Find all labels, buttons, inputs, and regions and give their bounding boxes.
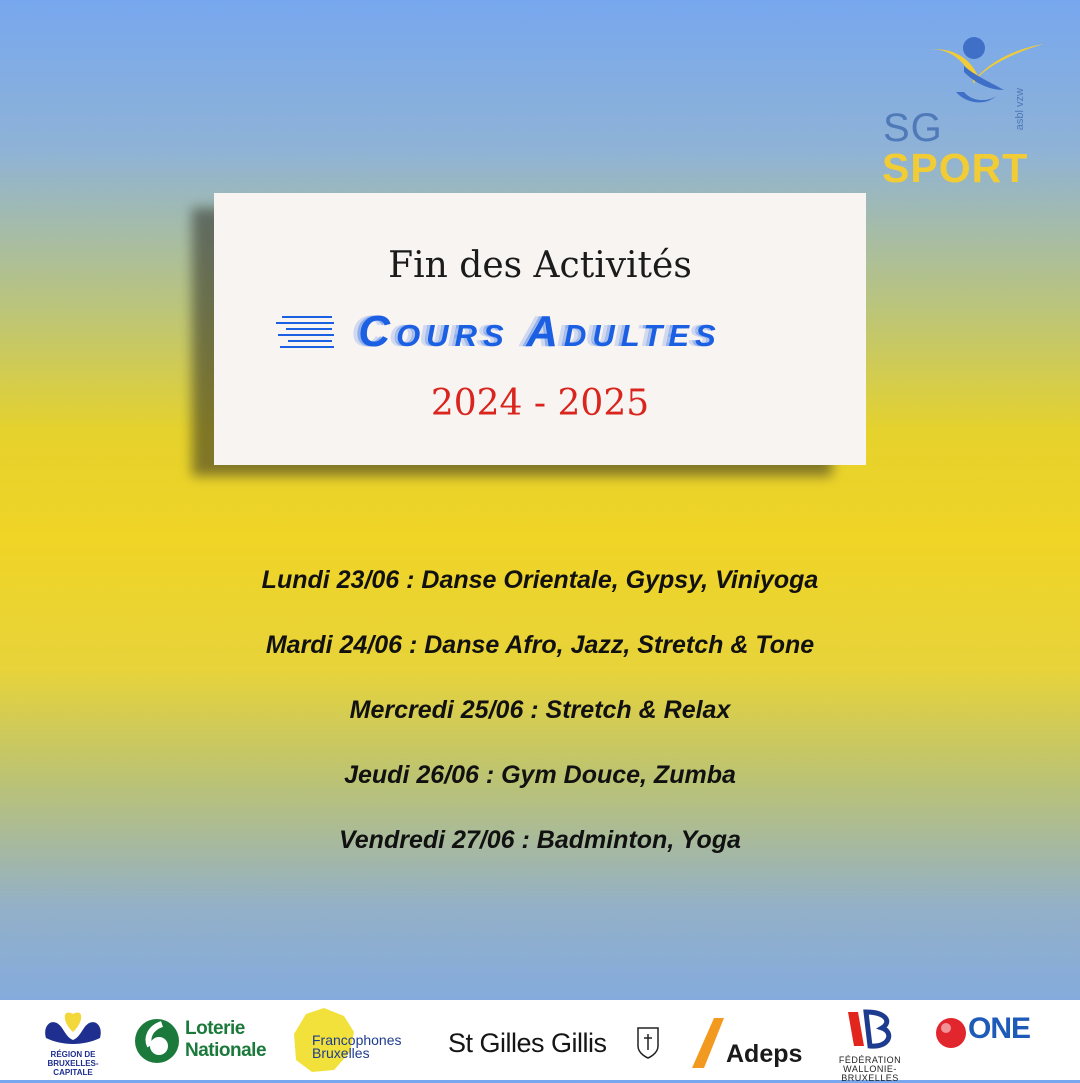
region-iris-icon [38, 1004, 108, 1050]
sponsor-region-bruxelles [38, 1004, 108, 1076]
card-title: Fin des Activités [388, 245, 692, 286]
card-years: 2024 - 2025 [430, 383, 650, 424]
schedule-item-mercredi: Mercredi 25/06 : Stretch & Relax [349, 696, 731, 724]
sponsor-francophones [284, 1004, 424, 1076]
stgilles-label: St Gilles Gillis [448, 1028, 607, 1058]
fwb-label: FÉDÉRATION WALLONIE-BRUXELLES [838, 1055, 902, 1083]
fwb-rooster-icon [842, 1006, 898, 1054]
card-subtitle: Cours Adultes [358, 307, 722, 356]
sponsor-one [934, 1004, 1044, 1076]
logo-sport-text: SPORT [882, 145, 1029, 191]
schedule-item-mardi: Mardi 24/06 : Danse Afro, Jazz, Stretch & Tone [265, 631, 815, 659]
one-ball-icon [934, 1016, 968, 1050]
logo-sg-text: SG [883, 106, 943, 150]
sg-sport-logo [878, 32, 1048, 191]
title-card [214, 193, 866, 465]
schedule-item-lundi: Lundi 23/06 : Danse Orientale, Gypsy, Viniyoga [261, 566, 819, 594]
loterie-label: Loterie Nationale [185, 1018, 267, 1061]
sponsor-loterie [130, 1004, 280, 1076]
sponsor-stgilles [436, 1004, 670, 1076]
one-label: ONE [968, 1012, 1031, 1045]
stgilles-crest-icon [636, 1024, 660, 1060]
sponsor-adeps [690, 1004, 804, 1076]
logo-asbl-text: asbl vzw [1014, 88, 1026, 131]
region-label: RÉGION DE BRUXELLES-CAPITALE [47, 1050, 99, 1077]
schedule-list [140, 560, 940, 885]
loterie-6-icon [132, 1016, 182, 1066]
sponsor-fwb [830, 1004, 910, 1083]
adeps-label: Adeps [726, 1040, 803, 1068]
francophones-label: Francophones Bruxelles [312, 1032, 402, 1061]
adeps-chevron-icon [690, 1014, 730, 1070]
schedule-item-jeudi: Jeudi 26/06 : Gym Douce, Zumba [344, 761, 736, 789]
schedule-item-vendredi: Vendredi 27/06 : Badminton, Yoga [339, 826, 741, 854]
sponsor-strip [0, 1000, 1080, 1083]
